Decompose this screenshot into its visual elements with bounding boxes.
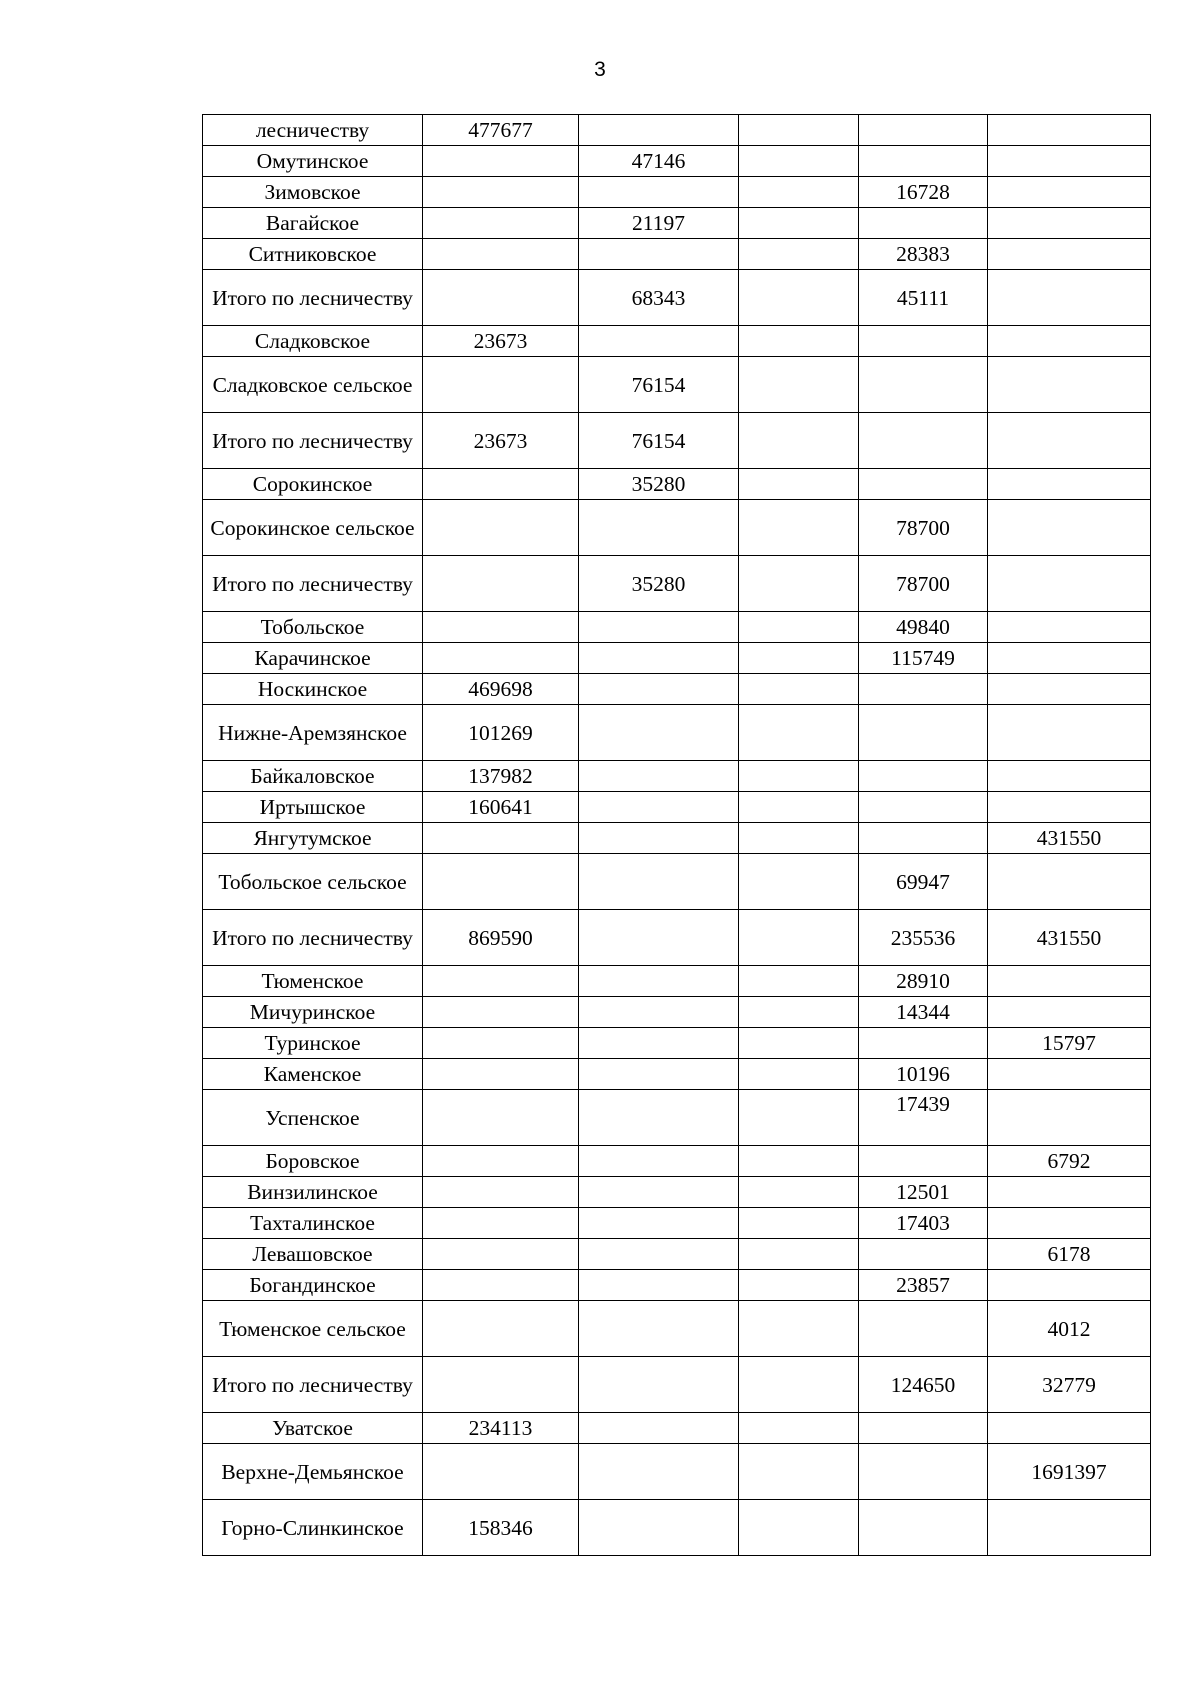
- table-row: [203, 1090, 1151, 1146]
- table-row: [203, 792, 1151, 823]
- area-value-cell: 115749: [859, 643, 988, 674]
- table-row: [203, 1239, 1151, 1270]
- area-value-cell: [739, 1413, 859, 1444]
- area-value-cell: [739, 1146, 859, 1177]
- forestry-name-cell: Карачинское: [203, 643, 423, 674]
- area-value-cell: [423, 1301, 579, 1357]
- forestry-name-cell: Ситниковское: [203, 239, 423, 270]
- area-value-cell: 23857: [859, 1270, 988, 1301]
- area-value-cell: [739, 1059, 859, 1090]
- area-value-cell: [739, 326, 859, 357]
- area-value-cell: [988, 705, 1151, 761]
- area-value-cell: [739, 1500, 859, 1556]
- area-value-cell: [988, 997, 1151, 1028]
- area-value-cell: 137982: [423, 761, 579, 792]
- area-value-cell: [859, 146, 988, 177]
- area-value-cell: 76154: [579, 413, 739, 469]
- area-value-cell: [859, 115, 988, 146]
- forestry-name-cell: Сорокинское сельское: [203, 500, 423, 556]
- forestry-name-cell: Успенское: [203, 1090, 423, 1146]
- area-value-cell: [423, 643, 579, 674]
- area-value-cell: [739, 177, 859, 208]
- forestry-name-cell: Горно-Слинкинское: [203, 1500, 423, 1556]
- area-value-cell: [859, 469, 988, 500]
- area-value-cell: [579, 1357, 739, 1413]
- area-value-cell: [859, 1413, 988, 1444]
- area-value-cell: [579, 326, 739, 357]
- forestry-name-cell: Тюменское сельское: [203, 1301, 423, 1357]
- area-value-cell: [423, 1146, 579, 1177]
- area-value-cell: 69947: [859, 854, 988, 910]
- area-value-cell: [859, 1146, 988, 1177]
- table-row: [203, 413, 1151, 469]
- area-value-cell: 78700: [859, 500, 988, 556]
- area-value-cell: [739, 146, 859, 177]
- area-value-cell: [988, 612, 1151, 643]
- area-value-cell: [739, 792, 859, 823]
- area-value-cell: [739, 208, 859, 239]
- area-value-cell: [859, 705, 988, 761]
- area-value-cell: [988, 469, 1151, 500]
- table-row: [203, 208, 1151, 239]
- area-value-cell: [423, 270, 579, 326]
- area-value-cell: [579, 1208, 739, 1239]
- area-value-cell: [988, 1500, 1151, 1556]
- area-value-cell: 477677: [423, 115, 579, 146]
- area-value-cell: [739, 761, 859, 792]
- area-value-cell: 23673: [423, 413, 579, 469]
- area-value-cell: [988, 115, 1151, 146]
- area-value-cell: [423, 208, 579, 239]
- area-value-cell: [579, 705, 739, 761]
- area-value-cell: [988, 146, 1151, 177]
- area-value-cell: [423, 500, 579, 556]
- area-value-cell: [579, 1028, 739, 1059]
- area-value-cell: 431550: [988, 910, 1151, 966]
- area-value-cell: [739, 997, 859, 1028]
- area-value-cell: [739, 1028, 859, 1059]
- area-value-cell: [423, 1208, 579, 1239]
- area-value-cell: [739, 1239, 859, 1270]
- area-value-cell: 4012: [988, 1301, 1151, 1357]
- area-value-cell: [579, 1500, 739, 1556]
- area-value-cell: 45111: [859, 270, 988, 326]
- area-value-cell: [423, 1059, 579, 1090]
- forestry-name-cell: Итого по лесничеству: [203, 413, 423, 469]
- forestry-name-cell: Тюменское: [203, 966, 423, 997]
- area-value-cell: [739, 1301, 859, 1357]
- area-value-cell: [988, 270, 1151, 326]
- table-row: [203, 115, 1151, 146]
- area-value-cell: [579, 1090, 739, 1146]
- area-value-cell: [579, 966, 739, 997]
- area-value-cell: 158346: [423, 1500, 579, 1556]
- area-value-cell: [423, 823, 579, 854]
- area-value-cell: [423, 357, 579, 413]
- forestry-name-cell: Вагайское: [203, 208, 423, 239]
- table-row: [203, 1208, 1151, 1239]
- area-value-cell: [988, 1208, 1151, 1239]
- area-value-cell: [739, 413, 859, 469]
- area-value-cell: [988, 792, 1151, 823]
- area-value-cell: [739, 500, 859, 556]
- area-value-cell: [988, 556, 1151, 612]
- table-row: [203, 705, 1151, 761]
- forestry-name-cell: Тобольское сельское: [203, 854, 423, 910]
- forestry-name-cell: Боровское: [203, 1146, 423, 1177]
- forestry-name-cell: Мичуринское: [203, 997, 423, 1028]
- area-value-cell: 32779: [988, 1357, 1151, 1413]
- area-value-cell: 160641: [423, 792, 579, 823]
- forestry-name-cell: Сладковское сельское: [203, 357, 423, 413]
- table-row: [203, 239, 1151, 270]
- area-value-cell: [423, 966, 579, 997]
- area-value-cell: [859, 761, 988, 792]
- area-value-cell: [988, 177, 1151, 208]
- table-row: [203, 1413, 1151, 1444]
- area-value-cell: 124650: [859, 1357, 988, 1413]
- area-value-cell: [739, 674, 859, 705]
- area-value-cell: [579, 910, 739, 966]
- area-value-cell: [859, 208, 988, 239]
- area-value-cell: [579, 1270, 739, 1301]
- area-value-cell: [423, 146, 579, 177]
- forestry-name-cell: Омутинское: [203, 146, 423, 177]
- forestry-name-cell: Богандинское: [203, 1270, 423, 1301]
- forestry-name-cell: Тобольское: [203, 612, 423, 643]
- table-row: [203, 177, 1151, 208]
- table-row: [203, 1059, 1151, 1090]
- area-value-cell: [739, 1177, 859, 1208]
- table-row: [203, 1500, 1151, 1556]
- table-row: [203, 1270, 1151, 1301]
- area-value-cell: [579, 761, 739, 792]
- area-value-cell: [859, 823, 988, 854]
- area-value-cell: [988, 761, 1151, 792]
- area-value-cell: [739, 1208, 859, 1239]
- area-value-cell: [579, 1177, 739, 1208]
- area-value-cell: 14344: [859, 997, 988, 1028]
- area-value-cell: [739, 854, 859, 910]
- table-row: [203, 854, 1151, 910]
- forestry-name-cell: Итого по лесничеству: [203, 910, 423, 966]
- area-value-cell: [739, 1444, 859, 1500]
- table-row: [203, 357, 1151, 413]
- area-value-cell: [739, 823, 859, 854]
- forestry-name-cell: Уватское: [203, 1413, 423, 1444]
- forestry-name-cell: Сорокинское: [203, 469, 423, 500]
- area-value-cell: [739, 239, 859, 270]
- area-value-cell: [579, 239, 739, 270]
- forestry-name-cell: Итого по лесничеству: [203, 270, 423, 326]
- area-value-cell: 869590: [423, 910, 579, 966]
- table-row: [203, 1357, 1151, 1413]
- area-value-cell: [739, 1090, 859, 1146]
- area-value-cell: [988, 966, 1151, 997]
- table-row: [203, 997, 1151, 1028]
- area-value-cell: [859, 674, 988, 705]
- area-value-cell: 21197: [579, 208, 739, 239]
- table-row: [203, 1177, 1151, 1208]
- table-row: [203, 761, 1151, 792]
- area-value-cell: [739, 643, 859, 674]
- area-value-cell: [739, 115, 859, 146]
- forestry-name-cell: Каменское: [203, 1059, 423, 1090]
- area-value-cell: [859, 1239, 988, 1270]
- table-row: [203, 270, 1151, 326]
- area-value-cell: [988, 208, 1151, 239]
- table-row: [203, 1301, 1151, 1357]
- area-value-cell: [579, 643, 739, 674]
- area-value-cell: 35280: [579, 556, 739, 612]
- area-value-cell: [859, 1028, 988, 1059]
- area-value-cell: [739, 1270, 859, 1301]
- area-value-cell: 76154: [579, 357, 739, 413]
- forestry-name-cell: Сладковское: [203, 326, 423, 357]
- area-value-cell: 15797: [988, 1028, 1151, 1059]
- area-value-cell: [739, 270, 859, 326]
- area-value-cell: [859, 357, 988, 413]
- forestry-name-cell: Янгутумское: [203, 823, 423, 854]
- table-row: [203, 1028, 1151, 1059]
- area-value-cell: [579, 1146, 739, 1177]
- area-value-cell: 1691397: [988, 1444, 1151, 1500]
- forestry-name-cell: Байкаловское: [203, 761, 423, 792]
- area-value-cell: 101269: [423, 705, 579, 761]
- forestry-name-cell: Левашовское: [203, 1239, 423, 1270]
- area-value-cell: [739, 910, 859, 966]
- table-row: [203, 1146, 1151, 1177]
- area-value-cell: [739, 1357, 859, 1413]
- area-value-cell: 17403: [859, 1208, 988, 1239]
- area-value-cell: [739, 612, 859, 643]
- area-value-cell: [579, 674, 739, 705]
- area-value-cell: [739, 966, 859, 997]
- table-row: [203, 966, 1151, 997]
- area-value-cell: [423, 1270, 579, 1301]
- area-value-cell: [579, 612, 739, 643]
- area-value-cell: [739, 556, 859, 612]
- table-row: [203, 643, 1151, 674]
- forestry-name-cell: Верхне-Демьянское: [203, 1444, 423, 1500]
- table-row: [203, 910, 1151, 966]
- area-value-cell: 68343: [579, 270, 739, 326]
- area-value-cell: [423, 239, 579, 270]
- area-value-cell: [579, 1413, 739, 1444]
- forestry-name-cell: Итого по лесничеству: [203, 556, 423, 612]
- table-row: [203, 674, 1151, 705]
- table-row: [203, 500, 1151, 556]
- area-value-cell: [579, 1444, 739, 1500]
- area-value-cell: [988, 674, 1151, 705]
- area-value-cell: 47146: [579, 146, 739, 177]
- area-value-cell: [859, 792, 988, 823]
- area-value-cell: 6178: [988, 1239, 1151, 1270]
- area-value-cell: [988, 1413, 1151, 1444]
- area-value-cell: 469698: [423, 674, 579, 705]
- area-value-cell: [579, 1059, 739, 1090]
- area-value-cell: [579, 1301, 739, 1357]
- table-row: [203, 146, 1151, 177]
- area-value-cell: 28383: [859, 239, 988, 270]
- table-row: [203, 823, 1151, 854]
- area-value-cell: [859, 1444, 988, 1500]
- forestry-area-table: [202, 114, 1151, 1556]
- area-value-cell: [579, 1239, 739, 1270]
- forestry-name-cell: Иртышское: [203, 792, 423, 823]
- area-value-cell: 12501: [859, 1177, 988, 1208]
- area-value-cell: [423, 854, 579, 910]
- area-value-cell: [579, 115, 739, 146]
- area-value-cell: [988, 239, 1151, 270]
- area-value-cell: 235536: [859, 910, 988, 966]
- area-value-cell: 10196: [859, 1059, 988, 1090]
- area-value-cell: [739, 469, 859, 500]
- area-value-cell: [423, 1177, 579, 1208]
- forestry-name-cell: Туринское: [203, 1028, 423, 1059]
- area-value-cell: [423, 556, 579, 612]
- forestry-name-cell: Нижне-Аремзянское: [203, 705, 423, 761]
- forestry-name-cell: Тахталинское: [203, 1208, 423, 1239]
- area-value-cell: [423, 1357, 579, 1413]
- area-value-cell: 234113: [423, 1413, 579, 1444]
- table-body: [203, 115, 1151, 1556]
- area-value-cell: [579, 854, 739, 910]
- area-value-cell: 17439: [859, 1090, 988, 1146]
- area-value-cell: [423, 612, 579, 643]
- area-value-cell: 35280: [579, 469, 739, 500]
- area-value-cell: [988, 1270, 1151, 1301]
- forestry-name-cell: Носкинское: [203, 674, 423, 705]
- area-value-cell: [423, 1239, 579, 1270]
- area-value-cell: [988, 854, 1151, 910]
- area-value-cell: 28910: [859, 966, 988, 997]
- area-value-cell: [859, 1500, 988, 1556]
- area-value-cell: [579, 997, 739, 1028]
- area-value-cell: [988, 643, 1151, 674]
- area-value-cell: [579, 177, 739, 208]
- area-value-cell: [988, 326, 1151, 357]
- area-value-cell: [579, 823, 739, 854]
- area-value-cell: [988, 413, 1151, 469]
- area-value-cell: [988, 500, 1151, 556]
- table-row: [203, 612, 1151, 643]
- area-value-cell: [739, 705, 859, 761]
- area-value-cell: [988, 357, 1151, 413]
- forestry-name-cell: Винзилинское: [203, 1177, 423, 1208]
- area-value-cell: 23673: [423, 326, 579, 357]
- area-value-cell: [739, 357, 859, 413]
- forestry-name-cell: Зимовское: [203, 177, 423, 208]
- page-number: 3: [594, 58, 606, 81]
- area-value-cell: [423, 177, 579, 208]
- table-row: [203, 326, 1151, 357]
- table-row: [203, 469, 1151, 500]
- area-value-cell: [423, 469, 579, 500]
- area-value-cell: [423, 1444, 579, 1500]
- area-value-cell: [423, 1028, 579, 1059]
- area-value-cell: [859, 326, 988, 357]
- area-value-cell: 16728: [859, 177, 988, 208]
- area-value-cell: 49840: [859, 612, 988, 643]
- area-value-cell: 6792: [988, 1146, 1151, 1177]
- area-value-cell: [579, 792, 739, 823]
- forestry-name-cell: Итого по лесничеству: [203, 1357, 423, 1413]
- area-value-cell: [859, 1301, 988, 1357]
- area-value-cell: [988, 1059, 1151, 1090]
- area-value-cell: [579, 500, 739, 556]
- area-value-cell: [423, 1090, 579, 1146]
- area-value-cell: [988, 1177, 1151, 1208]
- area-value-cell: 431550: [988, 823, 1151, 854]
- area-value-cell: [859, 413, 988, 469]
- area-value-cell: [423, 997, 579, 1028]
- forestry-name-cell: лесничеству: [203, 115, 423, 146]
- table-row: [203, 1444, 1151, 1500]
- area-value-cell: 78700: [859, 556, 988, 612]
- table-row: [203, 556, 1151, 612]
- area-value-cell: [988, 1090, 1151, 1146]
